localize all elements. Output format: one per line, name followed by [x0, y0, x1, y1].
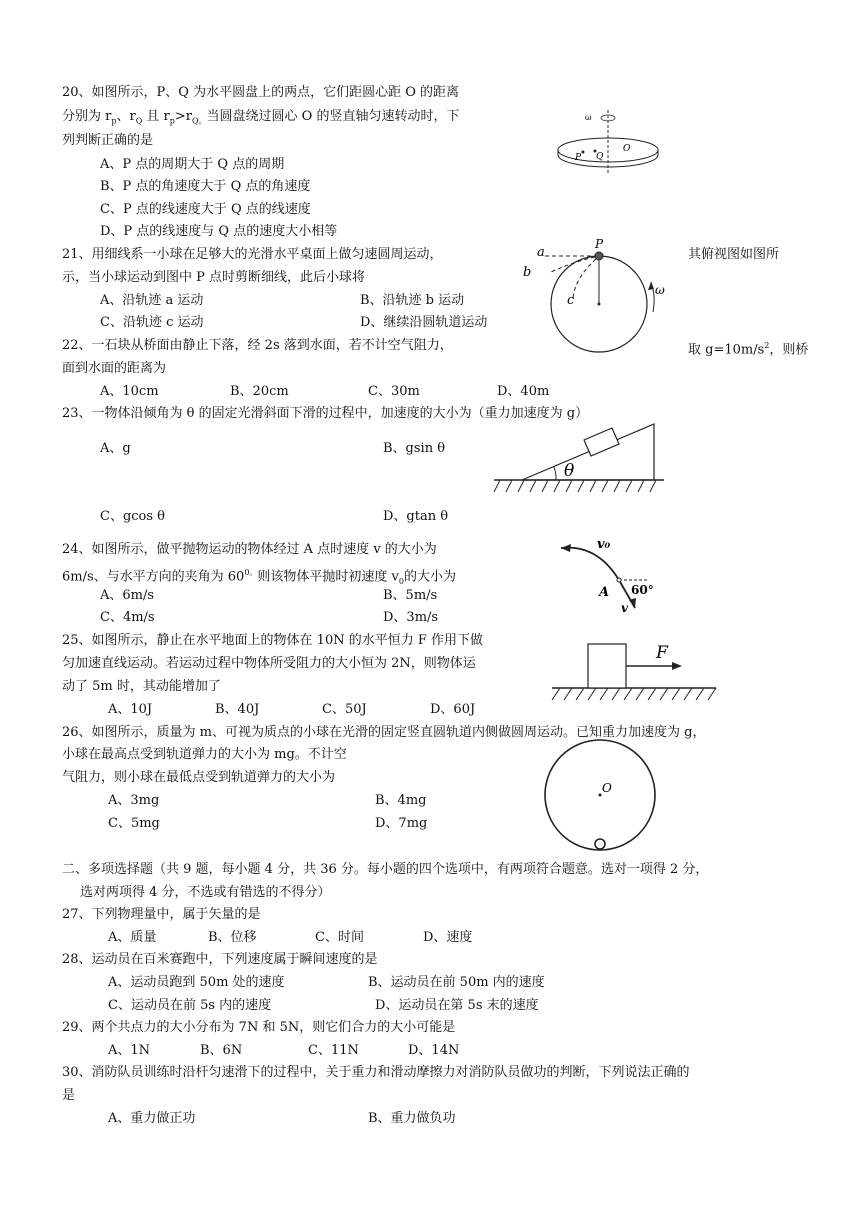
q28-option-c: C、运动员在前 5s 内的速度: [108, 998, 272, 1013]
force-f-label: F: [656, 643, 668, 663]
q26-option-b: B、4mg: [375, 793, 427, 808]
q26-option-d: D、7mg: [375, 816, 428, 831]
q30-option-b: B、重力做负功: [368, 1111, 456, 1126]
section2-heading-line1: 二、多项选择题（共 9 题，每小题 4 分，共 36 分。每小题的四个选项中，有两项符合题意。选对一项得 2 分，: [62, 862, 709, 877]
q23-stem: 23、一物体沿倾角为 θ 的固定光滑斜面下滑的过程中，加速度的大小为（重力加速度为 g）: [62, 406, 589, 421]
v0-label: v₀: [597, 537, 611, 552]
q27-option-d: D、速度: [423, 930, 473, 945]
q29-stem: 29、两个共点力的大小分布为 7N 和 5N，则它们合力的大小可能是: [62, 1020, 456, 1035]
q25-option-a: A、10J: [108, 702, 153, 717]
center-o-label: O: [602, 781, 612, 795]
projectile-figure: [557, 534, 667, 618]
q24-option-c: C、4m/s: [100, 610, 155, 625]
path-b-label: b: [523, 265, 532, 280]
q28-option-d: D、运动员在第 5s 末的速度: [375, 998, 539, 1013]
q25-option-b: B、40J: [215, 702, 260, 717]
q24-stem-line1: 24、如图所示，做平抛物运动的物体经过 A 点时速度 v 的大小为: [62, 542, 437, 557]
point-p-label: P: [595, 237, 604, 251]
path-c-label: c: [567, 293, 575, 308]
point-a-label: A: [599, 585, 610, 600]
point-p-label: P: [575, 153, 582, 163]
q20-stem-line3: 列判断正确的是: [62, 133, 154, 148]
q26-stem-line1: 26、如图所示，质量为 m、可视为质点的小球在光滑的固定竖直圆轨道内侧做圆周运动。已知重力加速度为 g，: [62, 725, 706, 740]
incline-figure: [492, 420, 667, 496]
omega-label: ω: [655, 283, 665, 297]
q22-stem-line1-right: 取 $g=10m/s^2$，则桥: [688, 341, 809, 358]
path-a-label: a: [537, 245, 545, 260]
vertical-circle-figure: [540, 740, 662, 856]
q24-option-b: B、5m/s: [383, 588, 438, 603]
force-block-figure: [550, 636, 718, 712]
q26-option-c: C、5mg: [108, 816, 160, 831]
section2-heading-line2: 选对两项得 4 分，不选或有错选的不得分）: [80, 885, 331, 900]
q30-stem-line2: 是: [62, 1088, 76, 1103]
q27-stem: 27、下列物理量中，属于矢量的是: [62, 907, 261, 922]
q21-stem-line2: 示，当小球运动到图中 P 点时剪断细线，此后小球将: [62, 270, 366, 285]
q22-option-d: D、40m: [497, 384, 550, 399]
q20-stem-line1: 20、如图所示，P、Q 为水平圆盘上的两点，它们距圆心距 O 的距离: [62, 85, 460, 100]
q21-option-b: B、沿轨迹 b 运动: [360, 293, 465, 308]
q26-stem-line3: 气阻力，则小球在最低点受到轨道弹力的大小为: [62, 770, 336, 785]
q27-option-b: B、位移: [208, 930, 257, 945]
q21-option-a: A、沿轨迹 a 运动: [100, 293, 204, 308]
q24-stem-line2: 6m/s、与水平方向的夹角为 $60^{0。}$则该物体平抛时初速度 $v_0$的大小为: [62, 568, 457, 586]
q22-stem-line1: 22、一石块从桥面由静止下落，经 2s 落到水面，若不计空气阻力，: [62, 338, 453, 353]
q20-option-a: A、P 点的周期大于 Q 点的周期: [100, 157, 285, 172]
q29-option-c: C、11N: [308, 1043, 359, 1058]
q30-option-a: A、重力做正功: [108, 1111, 196, 1126]
q20-option-b: B、P 点的角速度大于 Q 点的角速度: [100, 179, 311, 194]
q28-option-a: A、运动员跑到 50m 处的速度: [108, 975, 285, 990]
point-q-label: Q: [596, 152, 604, 162]
q23-option-b: B、gsin θ: [383, 441, 446, 456]
q20-option-c: C、P 点的线速度大于 Q 点的线速度: [100, 202, 311, 217]
omega-label: ω: [585, 113, 592, 122]
q24-option-a: A、6m/s: [100, 588, 155, 603]
q21-stem-line1-right: 其俯视图如图所: [688, 247, 780, 262]
q23-option-d: D、gtan θ: [383, 509, 449, 524]
velocity-label: v: [621, 601, 628, 615]
q22-option-a: A、10cm: [100, 384, 159, 399]
q26-stem-line2: 小球在最高点受到轨道弹力的大小为 mg。不计空: [62, 747, 347, 762]
q30-stem-line1: 30、消防队员训练时沿杆匀速滑下的过程中，关于重力和滑动摩擦力对消防队员做功的判断，下列说法正确的: [62, 1065, 690, 1080]
q29-option-d: D、14N: [408, 1043, 460, 1058]
q29-option-b: B、6N: [200, 1043, 243, 1058]
q20-option-d: D、P 点的线速度与 Q 点的速度大小相等: [100, 224, 338, 239]
q25-stem-line2: 匀加速直线运动。若运动过程中物体所受阻力的大小恒为 2N，则物体运: [62, 656, 476, 671]
q22-option-c: C、30m: [368, 384, 420, 399]
q28-stem: 28、运动员在百米赛跑中，下列速度属于瞬间速度的是: [62, 952, 378, 967]
q26-option-a: A、3mg: [108, 793, 160, 808]
q27-option-c: C、时间: [315, 930, 364, 945]
q21-option-d: D、继续沿圆轨道运动: [360, 315, 488, 330]
q25-stem-line3: 动了 5m 时，其动能增加了: [62, 679, 221, 694]
q22-stem-line2: 面到水面的距离为: [62, 361, 167, 376]
rotating-disk-figure: [555, 108, 675, 178]
q24-option-d: D、3m/s: [383, 610, 439, 625]
angle-label: 60°: [631, 583, 654, 597]
q23-option-c: C、gcos θ: [100, 509, 166, 524]
q25-option-c: C、50J: [322, 702, 367, 717]
circular-motion-figure: [515, 238, 675, 360]
q29-option-a: A、1N: [108, 1043, 151, 1058]
q25-stem-line1: 25、如图所示，静止在水平地面上的物体在 10N 的水平恒力 F 作用下做: [62, 633, 484, 648]
q21-stem-line1: 21、用细线系一小球在足够大的光滑水平桌面上做匀速圆周运动，: [62, 247, 443, 262]
q21-option-c: C、沿轨迹 c 运动: [100, 315, 204, 330]
q20-stem-line2: 分别为 $r_p$、$r_Q$ 且 $r_p>r_{Q。}$当圆盘绕过圆心 O 的竖直轴匀速转动时，下: [62, 109, 460, 126]
q27-option-a: A、质量: [108, 930, 157, 945]
q22-option-b: B、20cm: [230, 384, 289, 399]
center-o-label: O: [623, 144, 631, 154]
theta-label: θ: [564, 461, 575, 481]
q28-option-b: B、运动员在前 50m 内的速度: [368, 975, 545, 990]
q25-option-d: D、60J: [430, 702, 476, 717]
q23-option-a: A、g: [100, 441, 131, 456]
